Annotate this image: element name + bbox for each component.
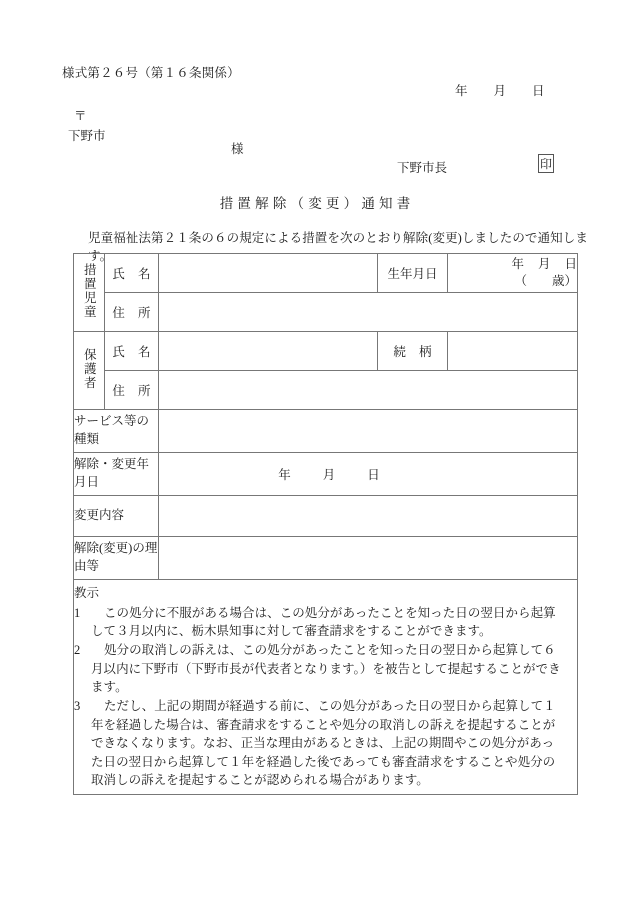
issuer-name: 下野市長 [397,161,448,175]
child-section-label: 措置児童 [74,254,105,332]
table-row [74,410,578,453]
notice-item-text: 処分の取消しの訴えは、この処分があったことを知った日の翌日から起算して６月以内に下野市（下野市長が代表者となります。）を被告として提起することができます。 [91,643,561,694]
table-row [74,332,578,371]
notice-item-text: ただし、上記の期間が経過する前に、この処分があった日の翌日から起算して１年を経過した場合は、審査請求をすることや処分の取消しの訴えを提起することができなくなります。なお、正当な理由があるときは、上記の期間やこの処分があった日の翌日から起算して１年を経過した後であっても審査請求をすることや処分の取消しの訴えを提起することが認められる場合があります。 [91,699,556,787]
child-dob-value[interactable] [448,254,578,293]
addressee-city: 下野市 [68,129,106,143]
child-dob-year: 年 [511,257,524,272]
form-number: 様式第２６号（第１６条関係） [62,66,240,80]
guardian-section-label: 保護者 [74,332,105,410]
change-content-label: 変更内容 [74,496,159,537]
cancel-date-label: 解除・変更年月日 [74,453,159,496]
table-row [74,254,578,293]
guardian-name-value[interactable] [159,332,378,371]
table-row [74,371,578,410]
guardian-relation-value[interactable] [448,332,578,371]
child-dob-month: 月 [537,257,551,272]
issue-date-line [455,81,545,99]
child-address-label: 住 所 [105,293,159,332]
service-type-label: サービス等の種類 [74,410,159,453]
table-row [74,580,578,795]
service-type-value[interactable] [159,410,578,453]
addressee-honorific: 様 [231,142,244,156]
notice-list [74,604,577,790]
cancel-date-year: 年 [278,468,291,482]
seal-stamp-box: 印 [538,154,554,173]
notice-title: 教示 [74,586,100,600]
cancel-date-line [278,465,380,483]
child-dob-date-line [448,256,577,273]
notice-item-number: 1 [74,605,81,620]
notification-table [73,253,578,795]
notice-section [74,580,578,795]
intro-sentence: 児童福祉法第２１条の６の規定による措置を次のとおり解除(変更)しましたので通知します。 [88,231,588,263]
cancel-date-month: 月 [322,468,336,482]
notice-item-number: 3 [74,699,81,713]
reason-value[interactable] [159,537,578,580]
notice-item-number: 2 [74,643,81,657]
notice-item-text: この処分に不服がある場合は、この処分があったことを知った日の翌日から起算して３月以内に、栃木県知事に対して審査請求をすることができます。 [91,605,556,638]
issue-date-day: 日 [532,84,545,98]
guardian-relation-label: 続 柄 [378,332,448,371]
guardian-name-label: 氏 名 [105,332,159,371]
cancel-date-value[interactable] [159,453,578,496]
change-content-value[interactable] [159,496,578,537]
table-row [74,453,578,496]
reason-label: 解除(変更)の理由等 [74,537,159,580]
issue-date-month: 月 [493,84,507,98]
postal-code-mark: 〒 [74,109,87,123]
child-address-value[interactable] [159,293,578,332]
cancel-date-day: 日 [367,468,380,482]
guardian-address-label: 住 所 [105,371,159,410]
table-row [74,293,578,332]
guardian-address-value[interactable] [159,371,578,410]
list-item [74,604,577,641]
table-row [74,537,578,580]
page-title: 措置解除（変更）通知書 [219,196,415,211]
issue-date-year: 年 [455,84,468,98]
list-item [74,641,577,697]
child-age-line: （ 歳） [514,274,577,288]
table-row [74,496,578,537]
child-name-label: 氏 名 [105,254,159,293]
child-dob-day: 日 [564,257,577,272]
child-dob-label: 生年月日 [378,254,448,293]
child-name-value[interactable] [159,254,378,293]
list-item [74,697,577,790]
